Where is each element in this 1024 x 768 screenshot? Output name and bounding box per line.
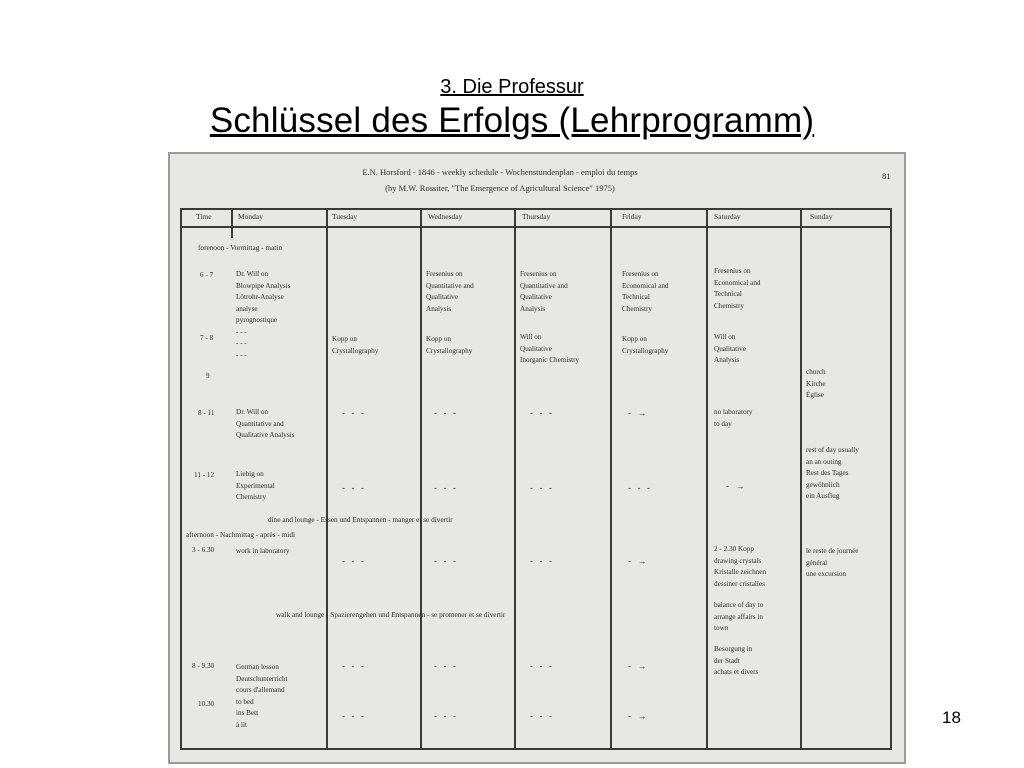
column-divider: [800, 208, 802, 750]
column-header-monday: Monday: [238, 212, 263, 221]
continuation-dash: - - -: [628, 483, 652, 493]
scanned-schedule-document: [168, 152, 906, 764]
time-label: 11 - 12: [194, 471, 215, 479]
continuation-dash: - - -: [434, 661, 458, 671]
continuation-arrow: - →: [628, 711, 649, 721]
continuation-dash: - - -: [434, 483, 458, 493]
cell-monday-8: Dr. Will on Quantitative and Qualitative Analysis: [236, 408, 295, 439]
cell-sunday-8: rest of day usually an an outing Rest des Tages gewöhnlich ein Ausflug: [806, 446, 859, 500]
table-right-border: [890, 208, 892, 750]
time-label: 8 - 11: [198, 409, 215, 417]
cell-saturday-8: no laboratory to day: [714, 408, 753, 428]
continuation-dash: - - -: [530, 661, 554, 671]
cell-friday-6: Fresenius on Economical and Technical Chemistry: [622, 270, 669, 313]
cell-thursday-7: Will on Qualitative Inorganic Chemistry: [520, 333, 580, 364]
dinner-band: dine and lounge - Essen und Entspannen - manger et se divertir: [268, 515, 453, 524]
time-label: 9: [206, 372, 210, 380]
time-label: 3 - 6.30: [192, 546, 215, 554]
table-left-border: [180, 208, 182, 750]
continuation-arrow: - →: [726, 481, 747, 491]
cell-saturday-6: Fresenius on Economical and Technical Chemistry: [714, 267, 761, 310]
continuation-dash: - - -: [530, 711, 554, 721]
walk-band: walk and lounge - Spazierengehen und Entspannen - se promener et se divertir: [276, 610, 506, 619]
column-divider: [326, 208, 328, 750]
slide-subtitle: 3. Die Professur: [440, 76, 584, 98]
document-page-number: 81: [882, 171, 891, 181]
continuation-arrow: - →: [628, 408, 649, 418]
column-divider: [231, 208, 233, 238]
document-header-line2: (by M.W. Rossiter, "The Emergence of Agricultural Science" 1975): [385, 183, 615, 193]
morning-band: forenoon - Vormittag - matin: [198, 243, 283, 252]
column-header-friday: Friday: [622, 212, 642, 221]
continuation-arrow: - →: [628, 661, 649, 671]
time-label: 8 - 9.30: [192, 662, 215, 670]
time-label: 10.30: [198, 700, 215, 708]
continuation-arrow: - →: [628, 556, 649, 566]
table-bottom-border: [180, 748, 892, 750]
cell-tuesday-7: Kopp on Crystallography: [332, 335, 379, 355]
cell-saturday-evening: Besorgung in der Stadt achats et divers: [714, 645, 759, 676]
continuation-dash: - - -: [342, 483, 366, 493]
continuation-dash: - - -: [342, 556, 366, 566]
table-top-border: [180, 208, 892, 210]
cell-monday-3: work in laboratory: [236, 547, 290, 555]
column-header-saturday: Saturday: [714, 212, 741, 221]
continuation-dash: - - -: [342, 661, 366, 671]
cell-monday-11: Liebig on Experimental Chemistry: [236, 470, 275, 501]
cell-thursday-6: Fresenius on Quantitative and Qualitative Analysis: [520, 270, 568, 313]
continuation-dash: - - -: [434, 711, 458, 721]
column-header-tuesday: Tuesday: [332, 212, 358, 221]
time-label: 7 - 8: [200, 334, 214, 342]
cell-saturday-3: 2 - 2.30 Kopp drawing crystals Kristalle zeichnen dessiner cristalles: [714, 545, 767, 588]
column-divider: [706, 208, 708, 750]
time-label: 6 - 7: [200, 271, 214, 279]
cell-monday-evening: German lesson Deutschunterricht cours d'allemand to bed ins Bett à lit: [236, 663, 288, 729]
cell-sunday-3: le reste de journée général une excursion: [806, 547, 859, 578]
table-header-border: [180, 226, 892, 228]
continuation-dash: - - -: [434, 408, 458, 418]
cell-monday-6: Dr. Will on Blowpipe Analysis Lötrohr-Analyse analyse pyrognostique - - - - - - - - -: [236, 270, 291, 359]
slide-number: 18: [942, 708, 961, 727]
afternoon-band: afternoon - Nachmittag - après - midi: [186, 530, 296, 539]
column-header-sunday: Sunday: [810, 212, 833, 221]
continuation-dash: - - -: [530, 556, 554, 566]
continuation-dash: - - -: [434, 556, 458, 566]
cell-wednesday-7: Kopp on Crystallography: [426, 335, 473, 355]
continuation-dash: - - -: [530, 408, 554, 418]
slide-title: Schlüssel des Erfolgs (Lehrprogramm): [209, 101, 815, 140]
cell-sunday-9: church Kirche Église: [806, 368, 826, 399]
continuation-dash: - - -: [530, 483, 554, 493]
column-divider: [420, 208, 422, 750]
continuation-dash: - - -: [342, 408, 366, 418]
column-header-thursday: Thursday: [522, 212, 551, 221]
cell-saturday-7: Will on Qualitative Analysis: [714, 333, 746, 364]
column-header-time: Time: [196, 212, 212, 221]
continuation-dash: - - -: [342, 711, 366, 721]
cell-wednesday-6: Fresenius on Quantitative and Qualitative Analysis: [426, 270, 474, 313]
document-header-line1: E.N. Horsford - 1846 - weekly schedule - Wochenstundenplan - emploi du temps: [362, 167, 638, 177]
cell-saturday-walk: balance of day to arrange affairs in town: [714, 601, 764, 632]
column-divider: [514, 208, 516, 750]
column-header-wednesday: Wednesday: [428, 212, 463, 221]
cell-friday-7: Kopp on Crystallography: [622, 335, 669, 355]
column-divider: [610, 208, 612, 750]
